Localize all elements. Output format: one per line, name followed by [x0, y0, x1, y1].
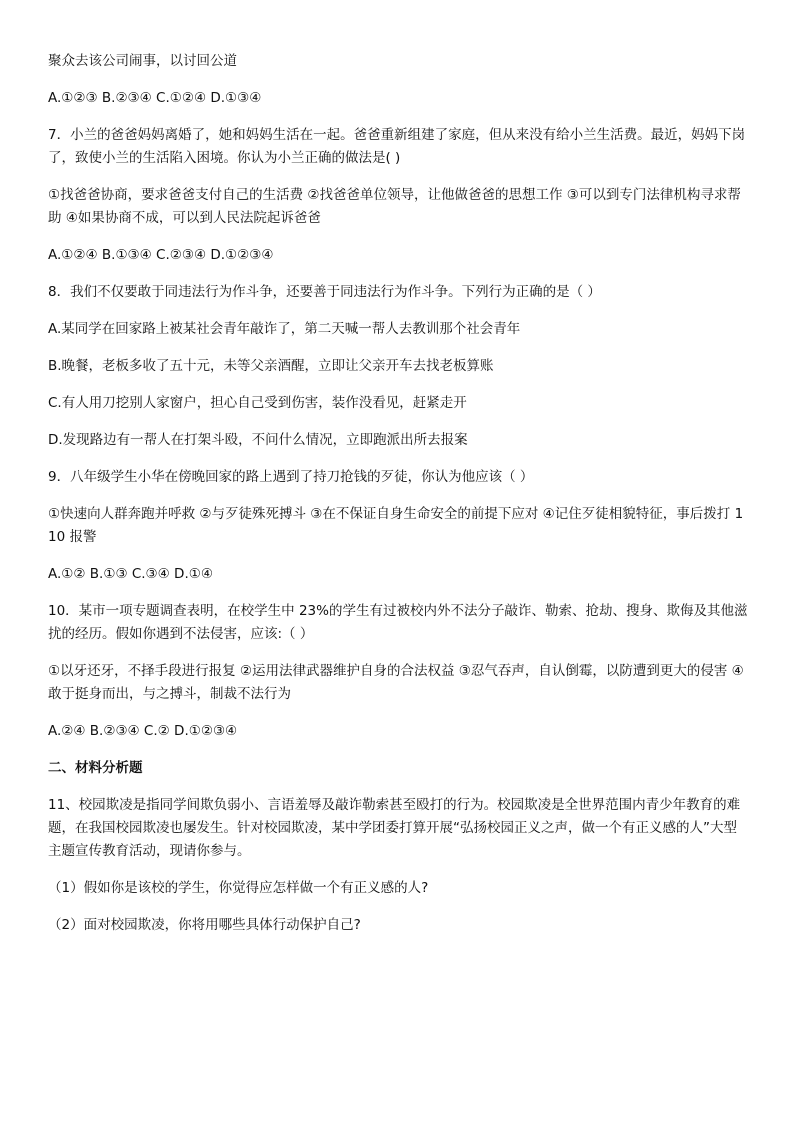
question-8: 8．我们不仅要敢于同违法行为作斗争，还要善于同违法行为作斗争。下列行为正确的是（ ） — [48, 284, 601, 300]
question-8-option-b: B.晚餐，老板多收了五十元，未等父亲酒醒，立即让父亲开车去找老板算账 — [48, 358, 494, 374]
section-heading: 二、材料分析题 — [48, 760, 143, 776]
question-8-option-a: A.某同学在回家路上被某社会青年敲诈了，第二天喊一帮人去教训那个社会青年 — [48, 321, 521, 337]
question-7: 7．小兰的爸爸妈妈离婚了，她和妈妈生活在一起。爸爸重新组建了家庭，但从来没有给小兰生活费。最近，妈妈下岗了，致使小兰的生活陷入困境。你认为小兰正确的做法是( ) — [48, 127, 746, 166]
question-9-items: ①快速向人群奔跑并呼救 ②与歹徒殊死搏斗 ③在不保证自身生命安全的前提下应对 ④记住歹徒相貌特征，事后拨打 110 报警 — [48, 506, 744, 545]
document-page — [48, 50, 748, 951]
answer-options: A.①②③ B.②③④ C.①②④ D.①③④ — [48, 90, 262, 106]
question-8-option-c: C.有人用刀挖别人家窗户，担心自己受到伤害，装作没看见，赶紧走开 — [48, 395, 467, 411]
question-11: 11、校园欺凌是指同学间欺负弱小、言语羞辱及敲诈勒索甚至殴打的行为。校园欺凌是全世界范围内青少年教育的难题，在我国校园欺凌也屡发生。针对校园欺凌，某中学团委打算开展“弘扬校园正义之声，做一个有正义感的人”大型主题宣传教育活动，现请你参与。 — [48, 797, 741, 859]
question-7-items: ①找爸爸协商，要求爸爸支付自己的生活费 ②找爸爸单位领导，让他做爸爸的思想工作 ③可以到专门法律机构寻求帮助 ④如果协商不成，可以到人民法院起诉爸爸 — [48, 187, 741, 226]
question-10: 10．某市一项专题调查表明，在校学生中 23%的学生有过被校内外不法分子敲诈、勒索、抢劫、搜身、欺侮及其他滋扰的经历。假如你遇到不法侵害，应该:（ ） — [48, 603, 748, 642]
question-9-options: A.①② B.①③ C.③④ D.①④ — [48, 566, 213, 582]
question-10-options: A.②④ B.②③④ C.② D.①②③④ — [48, 723, 238, 739]
question-7-options: A.①②④ B.①③④ C.②③④ D.①②③④ — [48, 247, 274, 263]
question-11-part-1: （1）假如你是该校的学生，你觉得应怎样做一个有正义感的人? — [48, 880, 429, 896]
question-9: 9．八年级学生小华在傍晚回家的路上遇到了持刀抢钱的歹徒，你认为他应该（ ） — [48, 469, 534, 485]
question-10-items: ①以牙还牙，不择手段进行报复 ②运用法律武器维护自身的合法权益 ③忍气吞声，自认倒霉，以防遭到更大的侵害 ④敢于挺身而出，与之搏斗，制裁不法行为 — [48, 663, 744, 702]
text-line: 聚众去该公司闹事，以讨回公道 — [48, 53, 237, 69]
question-8-option-d: D.发现路边有一帮人在打架斗殴，不问什么情况，立即跑派出所去报案 — [48, 432, 468, 448]
question-11-part-2: （2）面对校园欺凌，你将用哪些具体行动保护自己? — [48, 917, 361, 933]
